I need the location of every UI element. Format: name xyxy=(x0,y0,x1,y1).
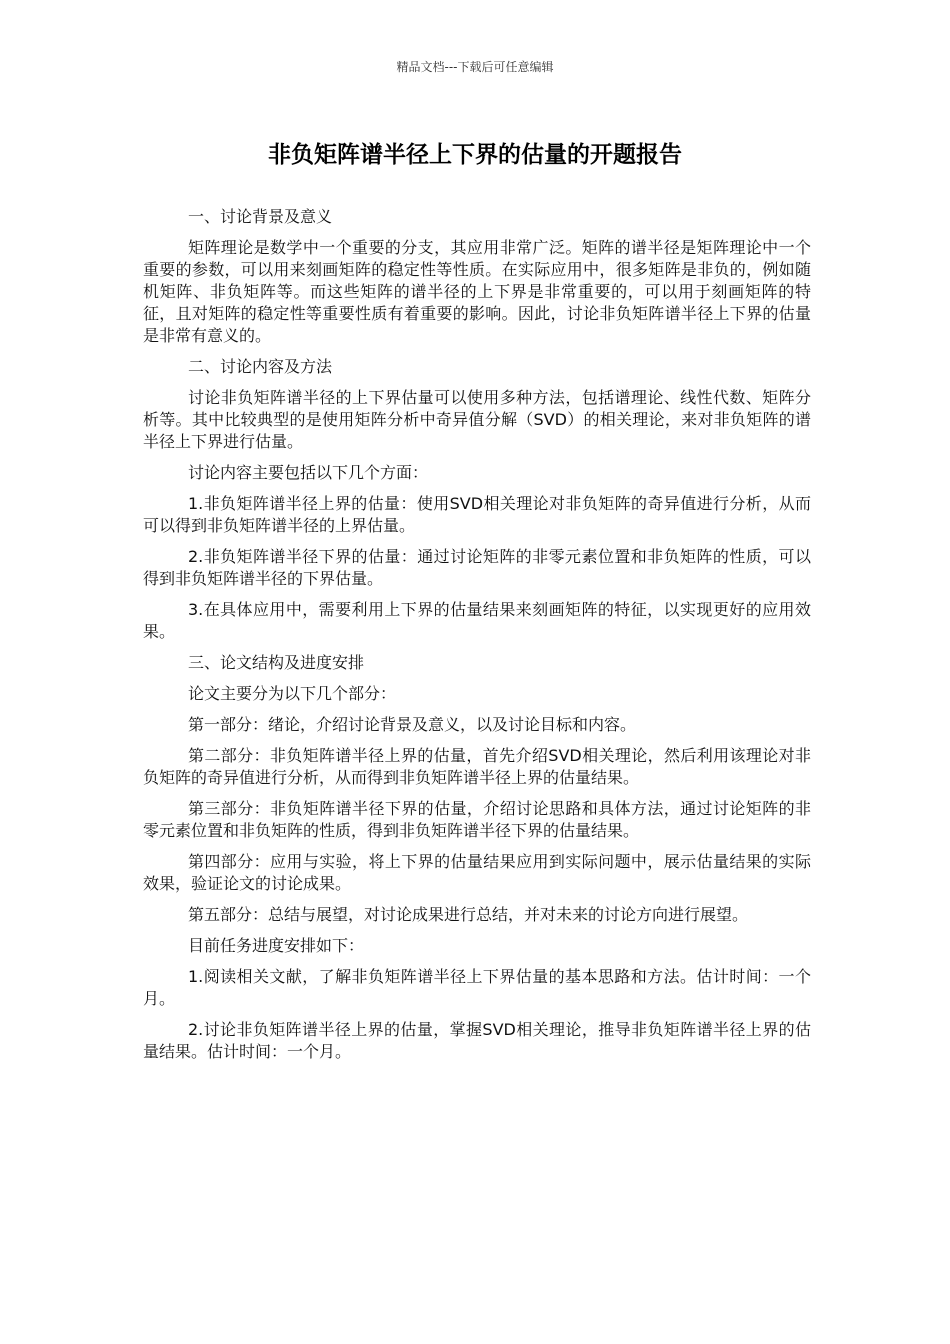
paragraph-structure-intro: 论文主要分为以下几个部分： xyxy=(188,684,397,703)
paragraph-methods: 讨论非负矩阵谱半径的上下界估量可以使用多种方法，包括谱理论、线性代数、矩阵分析等。其中比较典型的是使用矩阵分析中奇异值分解（SVD）的相关理论，来对非负矩阵的谱半径上下界进行估量。 xyxy=(143,388,811,451)
schedule-item-1: 1.阅读相关文献，了解非负矩阵谱半径上下界估量的基本思路和方法。估计时间：一个月。 xyxy=(143,967,811,1008)
section-heading-structure: 三、论文结构及进度安排 xyxy=(188,653,365,672)
section-heading-background: 一、讨论背景及意义 xyxy=(188,207,333,226)
list-item-upper-bound: 1.非负矩阵谱半径上界的估量：使用SVD相关理论对非负矩阵的奇异值进行分析，从而可以得到非负矩阵谱半径的上界估量。 xyxy=(143,494,811,535)
document-body xyxy=(143,206,811,1072)
document-title: 非负矩阵谱半径上下界的估量的开题报告 xyxy=(268,142,682,168)
part-two: 第二部分：非负矩阵谱半径上界的估量，首先介绍SVD相关理论，然后利用该理论对非负矩阵的奇异值进行分析，从而得到非负矩阵谱半径上界的估量结果。 xyxy=(143,746,811,787)
list-item-application: 3.在具体应用中，需要利用上下界的估量结果来刻画矩阵的特征，以实现更好的应用效果。 xyxy=(143,600,811,641)
schedule-item-2: 2.讨论非负矩阵谱半径上界的估量，掌握SVD相关理论，推导非负矩阵谱半径上界的估量结果。估计时间：一个月。 xyxy=(143,1020,811,1061)
part-five: 第五部分：总结与展望，对讨论成果进行总结，并对未来的讨论方向进行展望。 xyxy=(188,905,749,924)
paragraph-schedule-intro: 目前任务进度安排如下： xyxy=(188,936,365,955)
section-heading-methods: 二、讨论内容及方法 xyxy=(188,357,333,376)
header-note: 精品文档---下载后可任意编辑 xyxy=(396,60,554,74)
part-three: 第三部分：非负矩阵谱半径下界的估量，介绍讨论思路和具体方法，通过讨论矩阵的非零元素位置和非负矩阵的性质，得到非负矩阵谱半径下界的估量结果。 xyxy=(143,799,811,840)
paragraph-content-intro: 讨论内容主要包括以下几个方面： xyxy=(188,463,429,482)
part-four: 第四部分：应用与实验，将上下界的估量结果应用到实际问题中，展示估量结果的实际效果，验证论文的讨论成果。 xyxy=(143,852,811,893)
list-item-lower-bound: 2.非负矩阵谱半径下界的估量：通过讨论矩阵的非零元素位置和非负矩阵的性质，可以得到非负矩阵谱半径的下界估量。 xyxy=(143,547,811,588)
part-one: 第一部分：绪论，介绍讨论背景及意义，以及讨论目标和内容。 xyxy=(188,715,637,734)
paragraph-background: 矩阵理论是数学中一个重要的分支，其应用非常广泛。矩阵的谱半径是矩阵理论中一个重要的参数，可以用来刻画矩阵的稳定性等性质。在实际应用中，很多矩阵是非负的，例如随机矩阵、非负矩阵等。而这些矩阵的谱半径的上下界是非常重要的，可以用于刻画矩阵的特征，且对矩阵的稳定性等重要性质有着重要的影响。因此，讨论非负矩阵谱半径上下界的估量是非常有意义的。 xyxy=(143,238,811,345)
